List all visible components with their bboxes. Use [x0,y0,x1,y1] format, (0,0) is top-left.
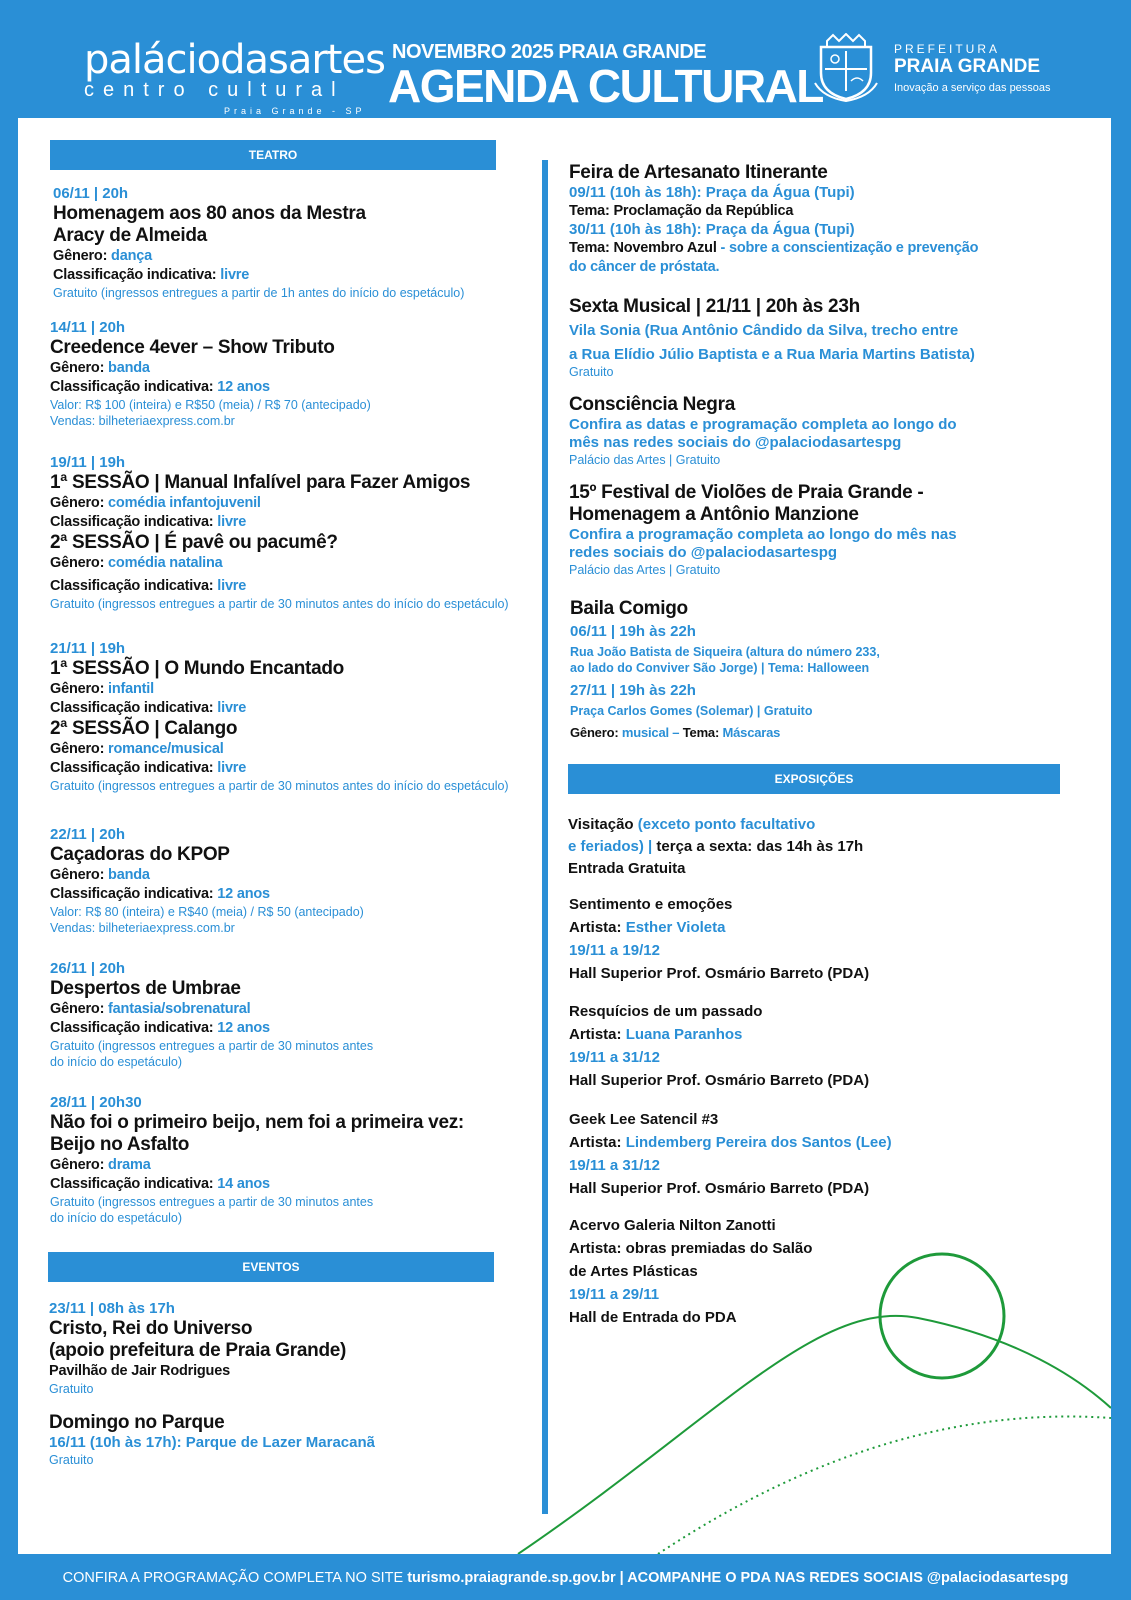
event-rating: Classificação indicativa: 12 anos [50,379,270,395]
event-baila-comigo [570,598,1090,742]
event-place: ao lado do Conviver São Jorge) | Tema: Halloween [570,661,870,675]
section-header-exposicoes: EXPOSIÇÕES [568,764,1060,794]
prefeitura-name: PRAIA GRANDE [894,56,1041,77]
event-rating: Classificação indicativa: 12 anos [50,1020,270,1036]
event-title: Cristo, Rei do Universo [49,1318,253,1339]
footer-text: CONFIRA A PROGRAMAÇÃO COMPLETA NO SITE [62,1570,408,1586]
event-title: Homenagem a Antônio Manzione [569,504,859,525]
event-title: 1ª SESSÃO | O Mundo Encantado [50,658,344,679]
logo-main-text: paláciodasartes [84,37,385,83]
content-panel [18,118,1111,1554]
event-rating: Classificação indicativa: livre [50,578,247,594]
prefeitura-tagline: Inovação a serviço das pessoas [894,82,1051,94]
event-price: Valor: R$ 100 (inteira) e R$50 (meia) / R$ 70 (antecipado) [50,398,371,412]
exhibition-resquicios [569,1000,1089,1092]
event-note: Gratuito (ingressos entregues a partir de 30 minutos antes [50,1195,374,1209]
exhibition-artist: Artista: Esther Violeta [569,919,726,936]
event-title: 1ª SESSÃO | Manual Infalível para Fazer Amigos [50,472,471,493]
event-note: Gratuito [49,1453,94,1467]
event-title: Não foi o primeiro beijo, nem foi a primeira vez: [50,1112,464,1133]
event-title: Caçadoras do KPOP [50,844,230,865]
event-21-11 [50,640,520,794]
event-title: (apoio prefeitura de Praia Grande) [49,1340,347,1361]
event-creedence [50,319,520,429]
event-rating: Classificação indicativa: 14 anos [50,1176,270,1192]
exhibition-date: 19/11 a 31/12 [569,1049,660,1066]
event-despertos-umbrae [50,960,520,1070]
exhibition-sentimento [569,893,1089,985]
header-kicker: NOVEMBRO 2025 PRAIA GRANDE [392,41,707,63]
event-title: Feira de Artesanato Itinerante [569,162,828,183]
event-title: Beijo no Asfalto [50,1134,190,1155]
event-homenagem-aracy [53,185,523,301]
exhibition-geek-lee [569,1108,1089,1200]
exhibition-artist: Artista: obras premiadas do Salão [569,1240,813,1257]
event-title: Consciência Negra [569,394,735,415]
event-title: 2ª SESSÃO | Calango [50,718,238,739]
event-sexta-musical [569,296,1089,380]
event-title: Despertos de Umbrae [50,978,241,999]
event-price: Valor: R$ 80 (inteira) e R$40 (meia) / R$ 50 (antecipado) [50,905,364,919]
exhibition-place: Hall de Entrada do PDA [569,1309,737,1326]
event-note: Gratuito (ingressos entregues a partir de 30 minutos antes do início do espetáculo) [50,779,509,793]
event-sales: Vendas: bilheteriaexpress.com.br [50,414,235,428]
event-beijo-no-asfalto [50,1094,520,1226]
footer [0,1556,1131,1600]
event-genre: Gênero: drama [50,1157,151,1173]
event-place: Praça Carlos Gomes (Solemar) | Gratuito [570,704,813,718]
event-note: Gratuito (ingressos entregues a partir de 30 minutos antes [50,1039,374,1053]
event-domingo-no-parque [49,1412,519,1468]
event-note: Gratuito (ingressos entregues a partir de 1h antes do início do espetáculo) [53,286,465,300]
event-rating: Classificação indicativa: 12 anos [50,886,270,902]
event-title: Aracy de Almeida [53,225,207,246]
exhibition-title: Resquícios de um passado [569,1003,763,1020]
event-consciencia-negra [569,394,1089,468]
event-date: 23/11 | 08h às 17h [49,1300,175,1317]
event-genre: Gênero: fantasia/sobrenatural [50,1001,251,1017]
event-title: Creedence 4ever – Show Tributo [50,337,335,358]
event-genre: Gênero: musical – Tema: Máscaras [570,725,781,740]
prefeitura-logo [894,42,1051,94]
event-genre: Gênero: banda [50,360,150,376]
event-note: do início do espetáculo) [50,1211,183,1225]
visit-hours: e feriados) | terça a sexta: das 14h às 17h [568,838,864,855]
event-desc: Confira as datas e programação completa ao longo do [569,416,957,433]
event-note: Gratuito [569,365,614,379]
event-date: 16/11 (10h às 17h): Parque de Lazer Maracanã [49,1434,375,1451]
event-festival-violoes [569,482,1089,578]
exposicoes-visitacao [568,814,1088,880]
event-genre: Gênero: comédia natalina [50,555,223,571]
event-19-11 [50,454,520,612]
event-place: a Rua Elídio Júlio Baptista e a Rua Maria Martins Batista) [569,346,975,363]
event-date: 21/11 | 19h [50,640,126,657]
event-genre: Gênero: dança [53,248,152,264]
event-genre: Gênero: infantil [50,681,154,697]
exhibition-artist: Artista: Luana Paranhos [569,1026,743,1043]
event-title: Sexta Musical | 21/11 | 20h às 23h [569,296,860,317]
exhibition-date: 19/11 a 31/12 [569,1157,660,1174]
prefeitura-kicker: PREFEITURA [894,42,1001,56]
header [0,0,1131,118]
event-theme: do câncer de próstata. [569,259,720,275]
event-date: 19/11 | 19h [50,454,126,471]
page-title: AGENDA CULTURAL [388,60,823,112]
exhibition-date: 19/11 a 29/11 [569,1286,660,1303]
event-date: 06/11 | 19h às 22h [570,623,696,640]
city-crest-icon [813,33,879,103]
event-note: Palácio das Artes | Gratuito [569,563,721,577]
exhibition-acervo [569,1214,1089,1329]
event-cristo-rei [49,1300,519,1397]
visit-entry: Entrada Gratuita [568,860,686,877]
event-rating: Classificação indicativa: livre [50,760,247,776]
event-note: Palácio das Artes | Gratuito [569,453,721,467]
event-title: Baila Comigo [570,598,688,619]
event-desc: mês nas redes sociais do @palaciodasartespg [569,434,902,451]
exhibition-place: Hall Superior Prof. Osmário Barreto (PDA) [569,1180,870,1197]
event-date: 27/11 | 19h às 22h [570,682,696,699]
palacio-das-artes-logo [84,38,385,116]
event-sales: Vendas: bilheteriaexpress.com.br [50,921,235,935]
event-theme: Tema: Novembro Azul - sobre a conscientização e prevenção [569,240,979,256]
event-rating: Classificação indicativa: livre [53,267,250,283]
event-title: Homenagem aos 80 anos da Mestra [53,203,366,224]
event-genre: Gênero: banda [50,867,150,883]
exhibition-title: Acervo Galeria Nilton Zanotti [569,1217,776,1234]
exhibition-place: Hall Superior Prof. Osmário Barreto (PDA) [569,1072,870,1089]
event-note: Gratuito [49,1382,94,1396]
event-title: Domingo no Parque [49,1412,225,1433]
event-cacadoras-kpop [50,826,520,936]
column-divider [542,160,548,1514]
event-note: do início do espetáculo) [50,1055,183,1069]
event-date: 14/11 | 20h [50,319,126,336]
logo-sub-text: centro cultural [84,79,345,101]
event-date: 26/11 | 20h [50,960,126,977]
event-rating: Classificação indicativa: livre [50,700,247,716]
logo-location: Praia Grande - SP [224,106,366,116]
event-rating: Classificação indicativa: livre [50,514,247,530]
event-date: 28/11 | 20h30 [50,1094,142,1111]
footer-link[interactable]: turismo.praiagrande.sp.gov.br | ACOMPANHE O PDA NAS REDES SOCIAIS @palaciodasartespg [407,1570,1069,1586]
event-title: 15º Festival de Violões de Praia Grande - [569,482,924,503]
event-date: 30/11 (10h às 18h): Praça da Água (Tupi) [569,221,855,238]
event-place: Vila Sonia (Rua Antônio Cândido da Silva, trecho entre [569,322,959,339]
visit-hours: Visitação (exceto ponto facultativo [568,816,816,833]
exhibition-title: Sentimento e emoções [569,896,733,913]
event-date: 22/11 | 20h [50,826,126,843]
event-genre: Gênero: romance/musical [50,741,224,757]
event-feira-artesanato [569,162,1089,277]
exhibition-title: Geek Lee Satencil #3 [569,1111,719,1128]
event-desc: Confira a programação completa ao longo do mês nas [569,526,957,543]
event-place: Pavilhão de Jair Rodrigues [49,1363,230,1379]
event-note: Gratuito (ingressos entregues a partir de 30 minutos antes do início do espetáculo) [50,597,509,611]
event-theme: Tema: Proclamação da República [569,203,794,219]
exhibition-place: Hall Superior Prof. Osmário Barreto (PDA) [569,965,870,982]
event-place: Rua João Batista de Siqueira (altura do número 233, [570,645,880,659]
exhibition-artist: de Artes Plásticas [569,1263,698,1280]
event-date: 06/11 | 20h [53,185,129,202]
event-date: 09/11 (10h às 18h): Praça da Água (Tupi) [569,184,855,201]
event-title: 2ª SESSÃO | É pavê ou pacumê? [50,532,338,553]
section-header-eventos: EVENTOS [48,1252,494,1282]
section-header-teatro: TEATRO [50,140,496,170]
exhibition-artist: Artista: Lindemberg Pereira dos Santos (Lee) [569,1134,892,1151]
event-desc: redes sociais do @palaciodasartespg [569,544,838,561]
event-genre: Gênero: comédia infantojuvenil [50,495,261,511]
exhibition-date: 19/11 a 19/12 [569,942,660,959]
